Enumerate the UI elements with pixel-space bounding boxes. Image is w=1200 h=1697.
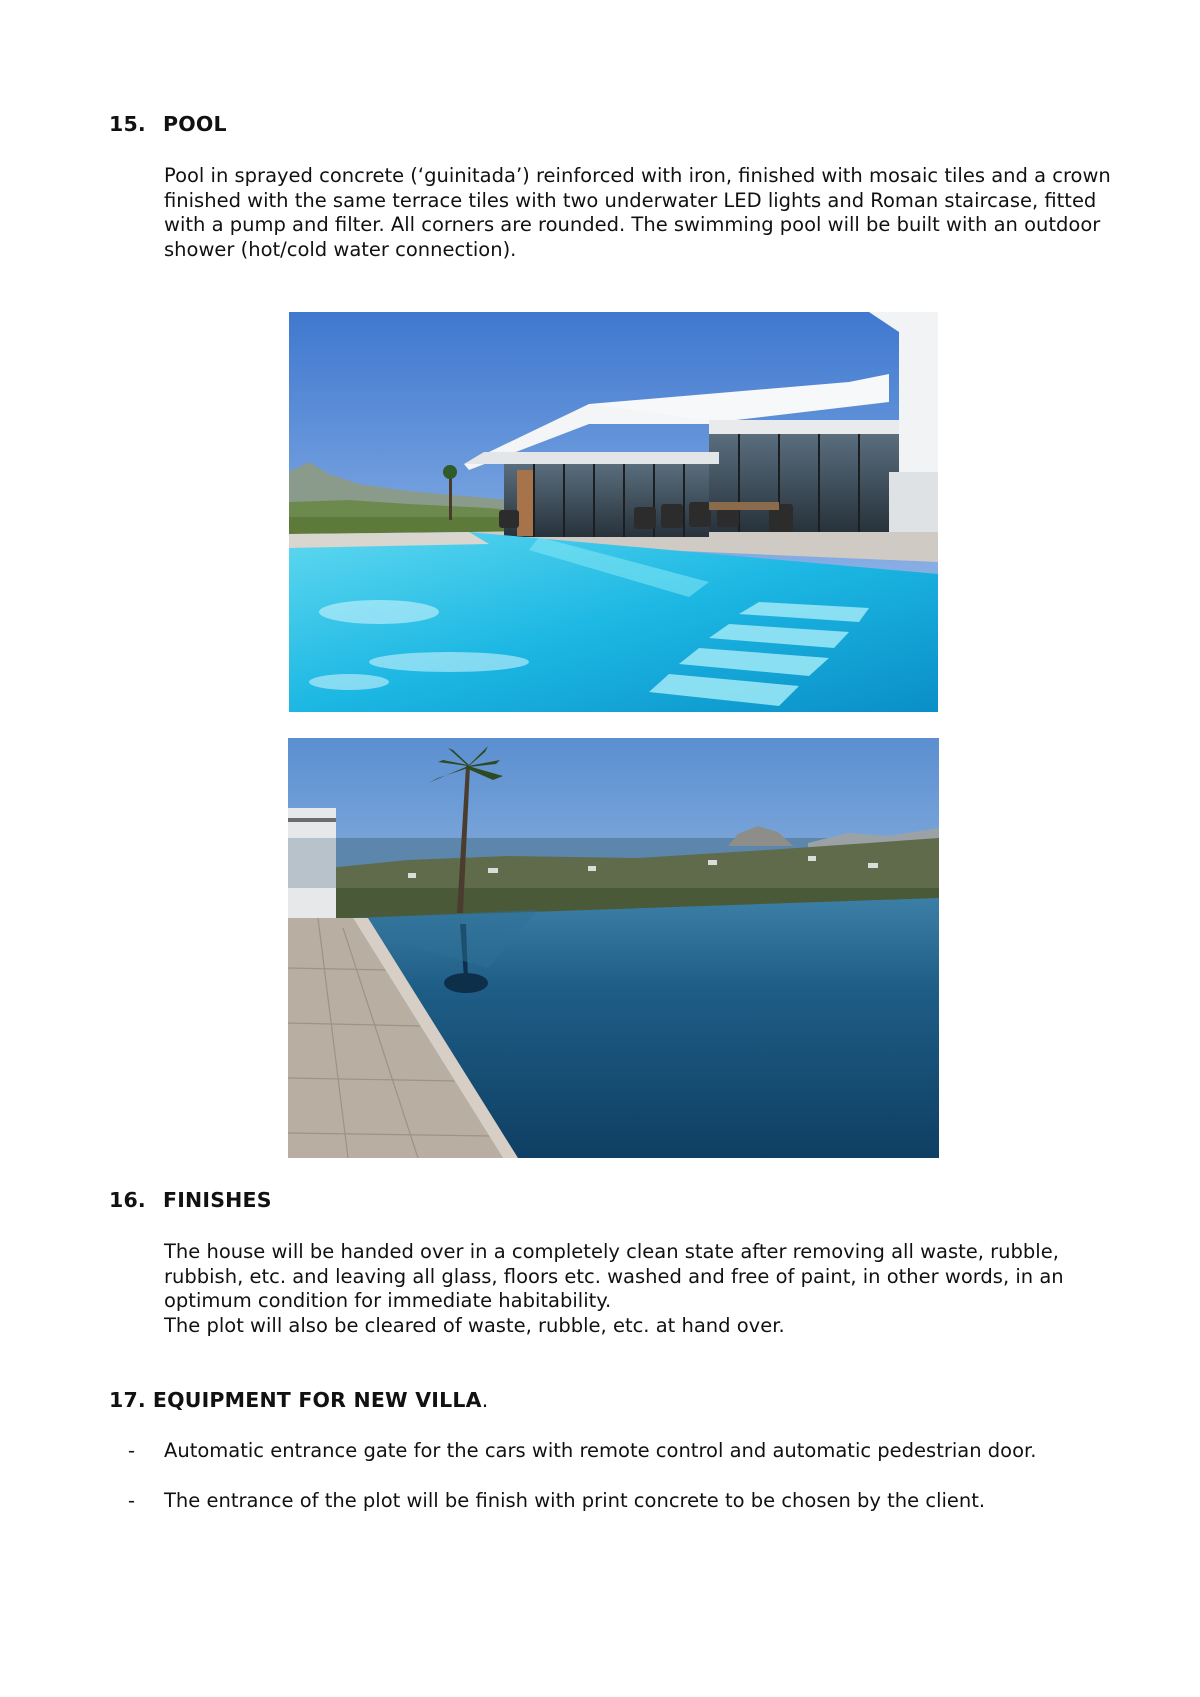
section-number: 17. bbox=[109, 1388, 146, 1412]
bullet-marker: - bbox=[128, 1439, 136, 1462]
paragraph-line: with a pump and filter. All corners are rounded. The swimming pool will be built with an outdoor bbox=[164, 213, 1101, 236]
paragraph-line: The plot will also be cleared of waste, rubble, etc. at hand over. bbox=[164, 1313, 785, 1337]
paragraph-line: Pool in sprayed concrete (‘guinitada’) reinforced with iron, finished with mosaic tiles and a crown bbox=[164, 164, 1111, 187]
bullet-text: Automatic entrance gate for the cars with remote control and automatic pedestrian door. bbox=[164, 1439, 1037, 1462]
bullet-text: The entrance of the plot will be finish with print concrete to be chosen by the client. bbox=[164, 1489, 986, 1512]
paragraph-line: finished with the same terrace tiles with two underwater LED lights and Roman staircase, fitted bbox=[164, 188, 1097, 212]
section-number: 16. bbox=[109, 1188, 146, 1212]
paragraph-line: optimum condition for immediate habitability. bbox=[164, 1289, 612, 1312]
section-16-heading bbox=[109, 1188, 272, 1212]
section-number: 15. bbox=[109, 112, 146, 136]
section-title: POOL bbox=[163, 112, 227, 136]
paragraph-line: shower (hot/cold water connection). bbox=[164, 237, 517, 261]
section-15-heading bbox=[109, 112, 227, 136]
section-title: EQUIPMENT FOR NEW VILLA bbox=[152, 1388, 482, 1412]
section-16-paragraph bbox=[164, 1240, 1124, 1338]
villa-pool-photo bbox=[289, 312, 938, 712]
section-17-heading bbox=[109, 1388, 488, 1412]
section-15-paragraph bbox=[164, 164, 1124, 262]
paragraph-line: The house will be handed over in a completely clean state after removing all waste, rubble, bbox=[164, 1240, 1059, 1263]
section-title-suffix: . bbox=[481, 1388, 489, 1412]
infinity-pool-sea-view-photo bbox=[288, 738, 939, 1158]
bullet-marker: - bbox=[128, 1489, 136, 1512]
section-title: FINISHES bbox=[163, 1188, 272, 1212]
paragraph-line: rubbish, etc. and leaving all glass, floors etc. washed and free of paint, in other words, in an bbox=[164, 1264, 1064, 1288]
